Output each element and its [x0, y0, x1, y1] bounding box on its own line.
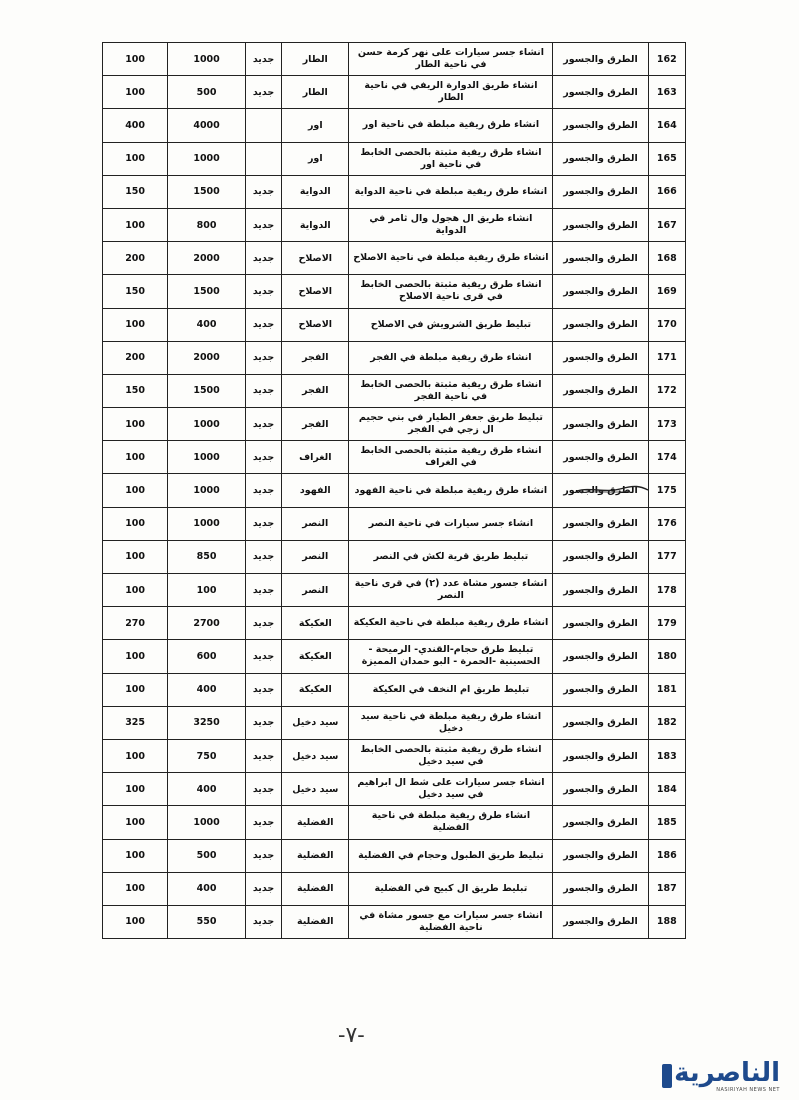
cell-cost: 100 — [103, 308, 168, 341]
table-row — [103, 175, 686, 208]
cell-project: انشاء طرق ريفية مبلطة في ناحية الفضلية — [349, 806, 553, 839]
cell-type: جديد — [245, 706, 281, 739]
cell-type: جديد — [245, 474, 281, 507]
table-row — [103, 806, 686, 839]
cell-sector: الطرق والجسور — [553, 142, 648, 175]
cell-type — [245, 142, 281, 175]
cell-number: 172 — [648, 374, 685, 407]
cell-number: 162 — [648, 43, 685, 76]
cell-number: 164 — [648, 109, 685, 142]
cell-type: جديد — [245, 76, 281, 109]
cell-number: 171 — [648, 341, 685, 374]
cell-area: الطار — [282, 43, 349, 76]
cell-type: جديد — [245, 607, 281, 640]
table-row — [103, 43, 686, 76]
cell-project: انشاء طريق ال هجول وال ثامر في الدواية — [349, 208, 553, 241]
cell-cost: 325 — [103, 706, 168, 739]
cell-length: 100 — [168, 574, 246, 607]
table-row — [103, 574, 686, 607]
cell-length: 1500 — [168, 175, 246, 208]
cell-project: انشاء طرق ريفية مبلطة في ناحية اور — [349, 109, 553, 142]
cell-cost: 100 — [103, 673, 168, 706]
cell-area: اور — [282, 142, 349, 175]
table-row — [103, 706, 686, 739]
cell-area: اور — [282, 109, 349, 142]
cell-length: 4000 — [168, 109, 246, 142]
cell-number: 170 — [648, 308, 685, 341]
cell-sector: الطرق والجسور — [553, 175, 648, 208]
cell-length: 1500 — [168, 374, 246, 407]
cell-length: 500 — [168, 76, 246, 109]
cell-cost: 100 — [103, 640, 168, 673]
cell-length: 1000 — [168, 408, 246, 441]
cell-length: 2700 — [168, 607, 246, 640]
cell-project: انشاء جسر سيارات على نهر كرمة حسن في ناحية الطار — [349, 43, 553, 76]
cell-cost: 150 — [103, 374, 168, 407]
cell-cost: 100 — [103, 441, 168, 474]
cell-cost: 100 — [103, 474, 168, 507]
cell-number: 186 — [648, 839, 685, 872]
cell-cost: 100 — [103, 208, 168, 241]
cell-cost: 200 — [103, 341, 168, 374]
table-row — [103, 673, 686, 706]
cell-sector: الطرق والجسور — [553, 574, 648, 607]
cell-sector: الطرق والجسور — [553, 640, 648, 673]
logo-mark-icon — [662, 1064, 672, 1088]
cell-number: 167 — [648, 208, 685, 241]
cell-length: 800 — [168, 208, 246, 241]
cell-number: 181 — [648, 673, 685, 706]
cell-area: الفهود — [282, 474, 349, 507]
cell-cost: 100 — [103, 739, 168, 772]
table-row — [103, 640, 686, 673]
cell-area: سيد دخيل — [282, 739, 349, 772]
cell-number: 178 — [648, 574, 685, 607]
cell-sector: الطرق والجسور — [553, 242, 648, 275]
cell-number: 179 — [648, 607, 685, 640]
cell-length: 550 — [168, 905, 246, 938]
cell-cost: 150 — [103, 175, 168, 208]
cell-cost: 100 — [103, 872, 168, 905]
cell-type: جديد — [245, 441, 281, 474]
cell-project: انشاء طرق ريفية مثبتة بالحصى الخابط في ناحية اور — [349, 142, 553, 175]
cell-sector: الطرق والجسور — [553, 607, 648, 640]
cell-sector: الطرق والجسور — [553, 43, 648, 76]
cell-number: 173 — [648, 408, 685, 441]
cell-length: 3250 — [168, 706, 246, 739]
cell-project: انشاء طرق ريفية مثبتة بالحصى الخابط في الغراف — [349, 441, 553, 474]
cell-length: 500 — [168, 839, 246, 872]
cell-cost: 400 — [103, 109, 168, 142]
cell-project: انشاء جسر سيارات في ناحية النصر — [349, 507, 553, 540]
cell-number: 183 — [648, 739, 685, 772]
cell-project: انشاء جسور مشاة عدد (٢) في قرى ناحية النصر — [349, 574, 553, 607]
cell-cost: 100 — [103, 76, 168, 109]
cell-type: جديد — [245, 905, 281, 938]
cell-area: الاصلاح — [282, 308, 349, 341]
cell-type: جديد — [245, 374, 281, 407]
cell-type — [245, 109, 281, 142]
cell-project: انشاء جسر سيارات مع جسور مشاة في ناحية الفضلية — [349, 905, 553, 938]
cell-type: جديد — [245, 872, 281, 905]
cell-length: 400 — [168, 872, 246, 905]
cell-area: النصر — [282, 574, 349, 607]
table-row — [103, 208, 686, 241]
cell-number: 168 — [648, 242, 685, 275]
cell-type: جديد — [245, 739, 281, 772]
cell-cost: 100 — [103, 839, 168, 872]
cell-type: جديد — [245, 673, 281, 706]
cell-area: سيد دخيل — [282, 706, 349, 739]
cell-project: تبليط طريق الشرويش في الاصلاح — [349, 308, 553, 341]
cell-length: 1000 — [168, 806, 246, 839]
cell-number: 176 — [648, 507, 685, 540]
cell-cost: 100 — [103, 540, 168, 573]
cell-sector: الطرق والجسور — [553, 109, 648, 142]
cell-project: انشاء طرق ريفية مبلطة في ناحية الفهود — [349, 474, 553, 507]
cell-type: جديد — [245, 175, 281, 208]
cell-length: 1000 — [168, 474, 246, 507]
cell-cost: 150 — [103, 275, 168, 308]
cell-sector: الطرق والجسور — [553, 706, 648, 739]
cell-area: الفضلية — [282, 872, 349, 905]
table-row — [103, 773, 686, 806]
cell-project: تبليط طريق ال كبيح في الفضلية — [349, 872, 553, 905]
table-row — [103, 607, 686, 640]
logo-text: الناصرية — [674, 1058, 780, 1088]
table-row — [103, 76, 686, 109]
cell-area: الدواية — [282, 175, 349, 208]
site-logo — [662, 1058, 790, 1094]
cell-cost: 100 — [103, 574, 168, 607]
cell-length: 1000 — [168, 507, 246, 540]
cell-type: جديد — [245, 308, 281, 341]
cell-type: جديد — [245, 540, 281, 573]
cell-type: جديد — [245, 341, 281, 374]
cell-number: 187 — [648, 872, 685, 905]
cell-type: جديد — [245, 507, 281, 540]
cell-area: الغراف — [282, 441, 349, 474]
cell-area: الطار — [282, 76, 349, 109]
cell-sector: الطرق والجسور — [553, 308, 648, 341]
cell-sector: الطرق والجسور — [553, 76, 648, 109]
table-row — [103, 341, 686, 374]
table-row — [103, 275, 686, 308]
cell-project: انشاء طرق ريفية مبلطة في ناحية الدواية — [349, 175, 553, 208]
cell-cost: 200 — [103, 242, 168, 275]
cell-project: انشاء طريق الدوارة الريفي في ناحية الطار — [349, 76, 553, 109]
cell-cost: 100 — [103, 806, 168, 839]
cell-area: الدواية — [282, 208, 349, 241]
cell-length: 1000 — [168, 142, 246, 175]
cell-length: 2000 — [168, 242, 246, 275]
cell-cost: 100 — [103, 408, 168, 441]
cell-area: الفضلية — [282, 905, 349, 938]
cell-sector: الطرق والجسور — [553, 474, 648, 507]
cell-area: العكيكة — [282, 640, 349, 673]
cell-length: 400 — [168, 308, 246, 341]
cell-sector: الطرق والجسور — [553, 739, 648, 772]
cell-type: جديد — [245, 408, 281, 441]
cell-project: انشاء طرق ريفية مثبتة بالحصى الخابط في ناحية الفجر — [349, 374, 553, 407]
cell-number: 180 — [648, 640, 685, 673]
cell-cost: 100 — [103, 142, 168, 175]
cell-area: الفجر — [282, 341, 349, 374]
table-row — [103, 507, 686, 540]
cell-project: انشاء طرق ريفية مبلطة في ناحية سيد دخيل — [349, 706, 553, 739]
cell-project: تبليط طرق حجام-القندي- الرميحة - الحسينية -الحمرة - البو حمدان المميزة — [349, 640, 553, 673]
cell-project: انشاء طرق ريفية مثبتة بالحصى الخابط في سيد دخيل — [349, 739, 553, 772]
cell-number: 163 — [648, 76, 685, 109]
cell-area: النصر — [282, 507, 349, 540]
cell-length: 600 — [168, 640, 246, 673]
cell-sector: الطرق والجسور — [553, 540, 648, 573]
cell-area: سيد دخيل — [282, 773, 349, 806]
table-row — [103, 308, 686, 341]
cell-area: الفضلية — [282, 839, 349, 872]
cell-area: الاصلاح — [282, 242, 349, 275]
cell-project: انشاء طرق ريفية مبلطة في ناحية العكيكة — [349, 607, 553, 640]
table-row — [103, 872, 686, 905]
cell-cost: 270 — [103, 607, 168, 640]
cell-cost: 100 — [103, 773, 168, 806]
table-row — [103, 441, 686, 474]
cell-type: جديد — [245, 43, 281, 76]
cell-sector: الطرق والجسور — [553, 275, 648, 308]
cell-type: جديد — [245, 574, 281, 607]
cell-area: العكيكة — [282, 673, 349, 706]
cell-area: الاصلاح — [282, 275, 349, 308]
cell-sector: الطرق والجسور — [553, 341, 648, 374]
cell-type: جديد — [245, 242, 281, 275]
cell-length: 1000 — [168, 441, 246, 474]
cell-number: 165 — [648, 142, 685, 175]
cell-sector: الطرق والجسور — [553, 507, 648, 540]
cell-type: جديد — [245, 773, 281, 806]
cell-project: انشاء جسر سيارات على شط ال ابراهيم في سيد دخيل — [349, 773, 553, 806]
cell-sector: الطرق والجسور — [553, 773, 648, 806]
cell-type: جديد — [245, 640, 281, 673]
cell-area: النصر — [282, 540, 349, 573]
table-row — [103, 839, 686, 872]
table-row — [103, 374, 686, 407]
cell-sector: الطرق والجسور — [553, 441, 648, 474]
table-row — [103, 142, 686, 175]
cell-number: 188 — [648, 905, 685, 938]
cell-number: 184 — [648, 773, 685, 806]
cell-number: 175 — [648, 474, 685, 507]
cell-cost: 100 — [103, 905, 168, 938]
cell-sector: الطرق والجسور — [553, 374, 648, 407]
pen-underline-mark — [575, 484, 650, 494]
cell-sector: الطرق والجسور — [553, 673, 648, 706]
cell-cost: 100 — [103, 507, 168, 540]
cell-length: 850 — [168, 540, 246, 573]
page-number: -٧- — [338, 1023, 365, 1048]
table-row — [103, 540, 686, 573]
cell-type: جديد — [245, 839, 281, 872]
cell-sector: الطرق والجسور — [553, 806, 648, 839]
table-row — [103, 905, 686, 938]
cell-sector: الطرق والجسور — [553, 872, 648, 905]
table-row — [103, 408, 686, 441]
cell-type: جديد — [245, 208, 281, 241]
cell-project: انشاء طرق ريفية مبلطة في الفجر — [349, 341, 553, 374]
cell-number: 177 — [648, 540, 685, 573]
cell-sector: الطرق والجسور — [553, 408, 648, 441]
cell-type: جديد — [245, 806, 281, 839]
cell-sector: الطرق والجسور — [553, 839, 648, 872]
table-row — [103, 109, 686, 142]
cell-length: 400 — [168, 773, 246, 806]
table-row — [103, 739, 686, 772]
cell-area: العكيكة — [282, 607, 349, 640]
cell-area: الفضلية — [282, 806, 349, 839]
cell-project: تبليط طريق الطبول وحجام في الفضلية — [349, 839, 553, 872]
cell-length: 1000 — [168, 43, 246, 76]
logo-subtext: NASIRIYAH NEWS NET — [716, 1087, 780, 1093]
cell-length: 2000 — [168, 341, 246, 374]
cell-length: 1500 — [168, 275, 246, 308]
cell-area: الفجر — [282, 374, 349, 407]
cell-area: الفجر — [282, 408, 349, 441]
cell-project: تبليط طريق قرية لكش في النصر — [349, 540, 553, 573]
cell-project: تبليط طريق ام النخف في العكيكة — [349, 673, 553, 706]
cell-number: 166 — [648, 175, 685, 208]
table-row — [103, 242, 686, 275]
cell-number: 174 — [648, 441, 685, 474]
cell-project: تبليط طريق جعفر الطيار في بني حجيم ال زجي في الفجر — [349, 408, 553, 441]
cell-sector: الطرق والجسور — [553, 905, 648, 938]
cell-project: انشاء طرق ريفية مبلطة في ناحية الاصلاح — [349, 242, 553, 275]
cell-number: 182 — [648, 706, 685, 739]
cell-number: 185 — [648, 806, 685, 839]
cell-cost: 100 — [103, 43, 168, 76]
cell-type: جديد — [245, 275, 281, 308]
cell-number: 169 — [648, 275, 685, 308]
cell-project: انشاء طرق ريفية مثبتة بالحصى الخابط في قرى ناحية الاصلاح — [349, 275, 553, 308]
cell-length: 400 — [168, 673, 246, 706]
cell-sector: الطرق والجسور — [553, 208, 648, 241]
cell-length: 750 — [168, 739, 246, 772]
